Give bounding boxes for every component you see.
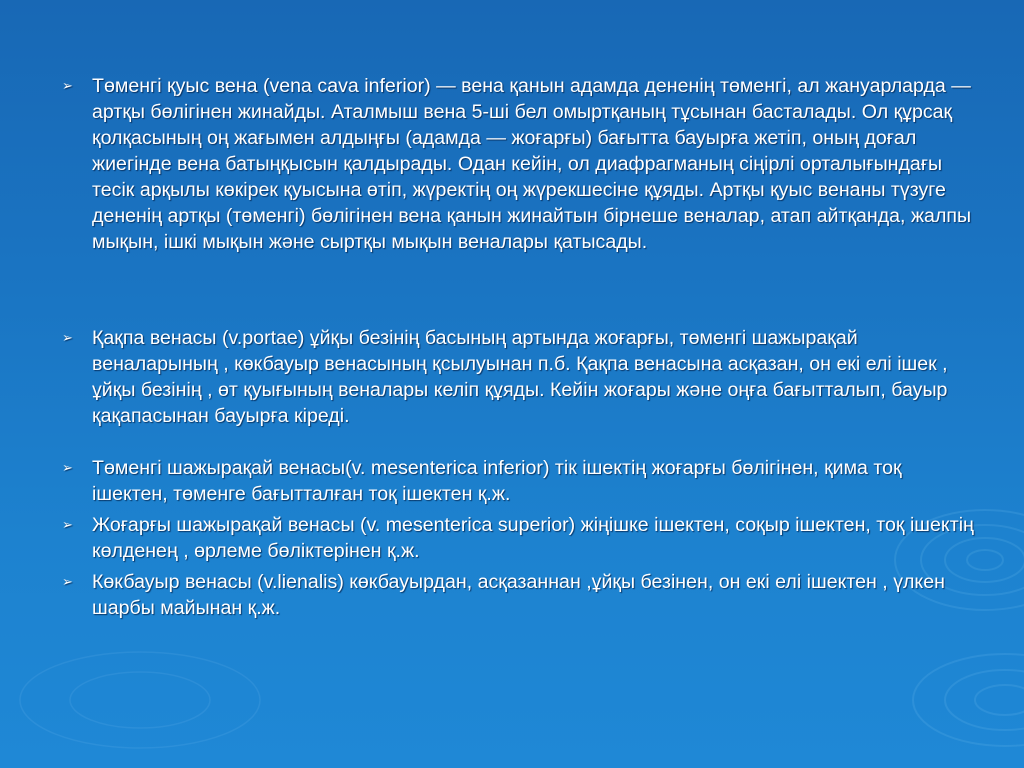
arrow-bullet-icon: ➢ [62, 78, 73, 93]
slide-content [62, 73, 982, 621]
bullet-inferior-mesenteric-vein [62, 455, 982, 507]
bullet-text: Төменгі қуыс вена (vena cava inferior) — вена қанын адамда дененің төменгі, ал жануарларда — артқы бөлігінен жинайды. Аталмыш вена 5-ші бел омыртқаның тұсынан басталады. Ол құрсақ қолқасының оң жағымен алдыңғы (адамда — жоғарғы) бағытта бауырға жетіп, оның доғал жиегінде вена батыңқысын қалдырады. Одан кейін, ол диафрагманың сіңірлі орталығындағы тесік арқылы көкірек қуысына өтіп, жүректің оң жүрекшесіне құяды. Артқы қуыс венаны түзуге дененің артқы (төменгі) бөлігінен вена қанын жинайтын бірнеше веналар, атап айтқанда, жалпы мықын, ішкі мықын және сыртқы мықын веналары қатысады. [92, 75, 972, 253]
arrow-bullet-icon: ➢ [62, 460, 73, 475]
bullet-text: Жоғарғы шажырақай венасы (v. mesenterica superior) жіңішке ішектен, соқыр ішектен, тоқ ішектің көлденең , өрлеме бөліктерінен қ.ж. [92, 514, 974, 562]
bullet-superior-mesenteric-vein [62, 512, 982, 564]
bullet-inferior-vena-cava [62, 73, 982, 255]
bullet-portal-vein [62, 325, 982, 429]
arrow-bullet-icon: ➢ [62, 574, 73, 589]
arrow-bullet-icon: ➢ [62, 517, 73, 532]
arrow-bullet-icon: ➢ [62, 330, 73, 345]
bullet-text: Төменгі шажырақай венасы(v. mesenterica inferior) тік ішектің жоғарғы бөлігінен, қима тоқ ішектен, төменге бағытталған тоқ ішектен қ.ж. [92, 457, 902, 505]
bullet-text: Көкбауыр венасы (v.lienalis) көкбауырдан, асқазаннан ,ұйқы безінен, он екі елі ішектен , үлкен шарбы майынан қ.ж. [92, 571, 945, 619]
bullet-text: Қақпа венасы (v.portae) ұйқы безінің басының артында жоғарғы, төменгі шажырақай веналарының , көкбауыр венасының қсылуынан п.б. Қақпа венасына асқазан, он екі елі ішек , ұйқы безінің , өт қуығының веналары келіп құяды. Кейін жоғары және оңға бағытталып, бауыр қақапасынан бауырға кіреді. [92, 327, 948, 427]
bullet-splenic-vein [62, 569, 982, 621]
